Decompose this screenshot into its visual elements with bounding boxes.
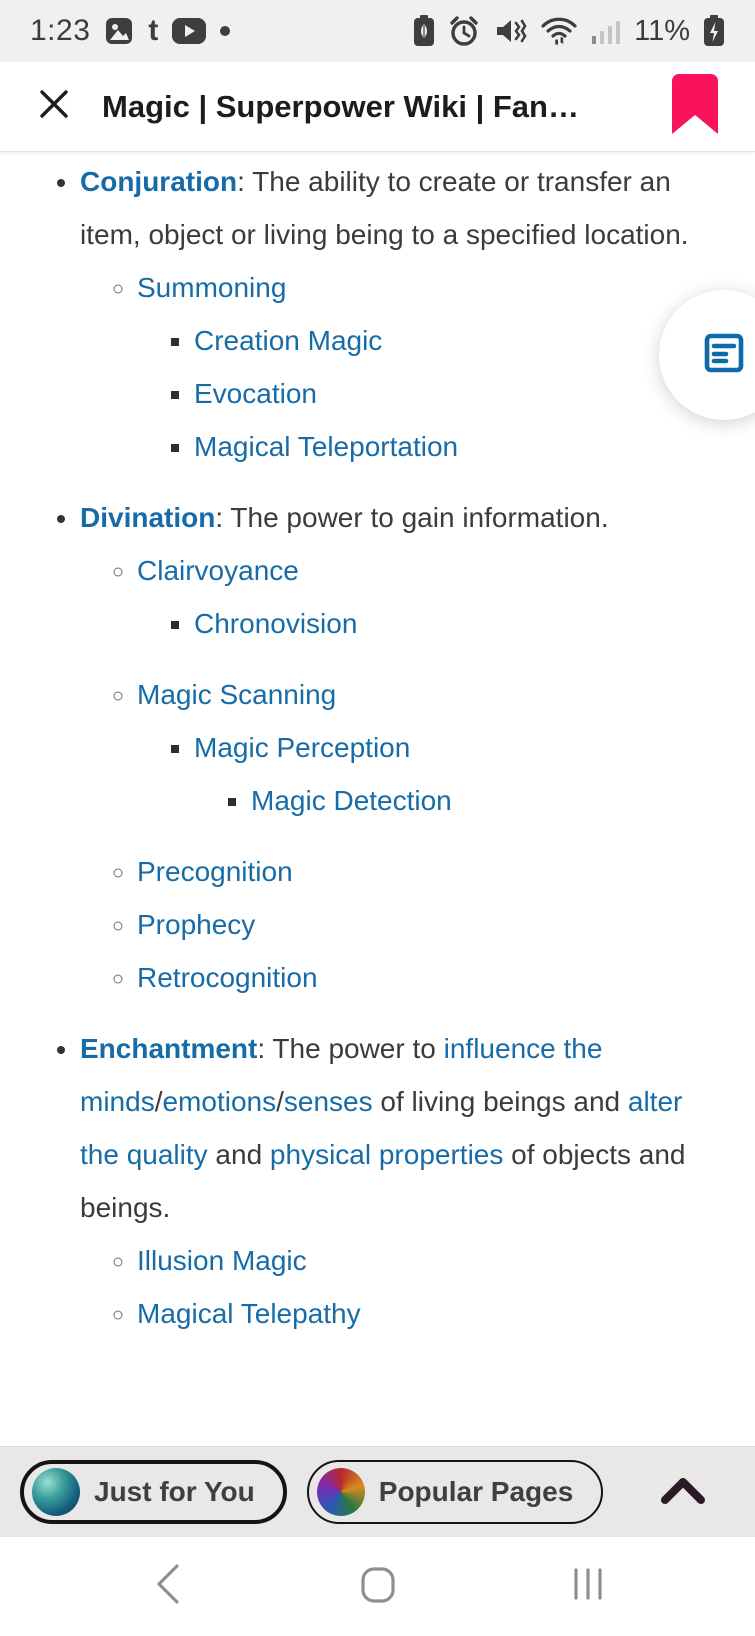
text-segment: : The power to gain information. <box>215 502 609 533</box>
wiki-link[interactable]: Precognition <box>137 856 293 887</box>
just-for-you-button[interactable] <box>20 1460 287 1524</box>
tumblr-icon: t <box>148 14 159 47</box>
recents-icon <box>570 1562 606 1611</box>
list-item <box>80 155 695 473</box>
signal-icon <box>591 16 621 46</box>
alarm-icon <box>448 15 480 47</box>
list-item-text <box>80 1033 686 1223</box>
gallery-icon <box>103 15 135 47</box>
wiki-link[interactable]: Chronovision <box>194 608 358 639</box>
collapse-bar-button[interactable] <box>657 1466 709 1518</box>
list-item <box>194 367 695 420</box>
just-for-you-label: Just for You <box>94 1476 255 1507</box>
wiki-link[interactable]: senses <box>283 1086 373 1117</box>
wiki-link[interactable]: Prophecy <box>137 909 256 940</box>
text-segment: of objects and beings. <box>80 1139 686 1223</box>
list-item <box>137 668 695 827</box>
status-bar-right <box>413 15 725 48</box>
list-level-4 <box>194 774 695 827</box>
wiki-link[interactable]: alter the quality <box>80 1086 683 1170</box>
android-nav-bar <box>0 1537 755 1636</box>
wiki-link[interactable]: Divination <box>80 502 216 533</box>
text-segment: of living beings and <box>372 1086 628 1117</box>
home-button[interactable] <box>352 1561 404 1613</box>
list-level-2 <box>80 1234 695 1340</box>
wiki-link[interactable]: emotions <box>162 1086 277 1117</box>
list-item <box>137 261 695 473</box>
text-segment: / <box>276 1086 284 1117</box>
list-item <box>80 1022 695 1340</box>
wiki-link[interactable]: Magical Telepathy <box>137 1298 361 1329</box>
clock-label: 1:23 <box>30 14 91 47</box>
just-for-you-avatar <box>32 1468 80 1516</box>
wiki-link[interactable]: Magic Detection <box>251 785 452 816</box>
text-segment: : The power to <box>257 1033 444 1064</box>
list-item <box>137 845 695 898</box>
wiki-link[interactable]: Summoning <box>137 272 287 303</box>
text-segment: : The ability to create or transfer an item, object or living being to a specified location. <box>80 166 689 250</box>
list-level-1 <box>30 155 695 1340</box>
wiki-link[interactable]: Clairvoyance <box>137 555 299 586</box>
text-segment: / <box>154 1086 163 1117</box>
list-item <box>137 898 695 951</box>
popular-pages-avatar <box>317 1468 365 1516</box>
wifi-icon <box>540 15 578 47</box>
status-bar <box>0 0 755 62</box>
list-item <box>137 544 695 650</box>
home-icon <box>358 1562 398 1611</box>
list-level-3 <box>137 597 695 650</box>
popular-pages-label: Popular Pages <box>378 1476 574 1507</box>
list-level-2 <box>80 544 695 1004</box>
wiki-link[interactable]: influence the minds <box>80 1033 603 1117</box>
back-button[interactable] <box>142 1561 194 1613</box>
page-title: Magic | Superpower Wiki | Fan… <box>102 88 579 124</box>
list-item <box>251 774 695 827</box>
table-of-contents-icon <box>703 332 745 379</box>
list-level-3 <box>137 314 695 473</box>
status-bar-left <box>30 14 230 48</box>
list-item <box>194 597 695 650</box>
wiki-link[interactable]: Magic Scanning <box>137 679 337 710</box>
recents-button[interactable] <box>562 1561 614 1613</box>
wiki-link[interactable]: Conjuration <box>80 166 238 197</box>
wiki-link[interactable]: Enchantment <box>80 1033 258 1064</box>
battery-charging-icon <box>703 15 725 47</box>
bottom-suggestion-bar <box>0 1446 755 1537</box>
chevron-up-icon <box>660 1475 706 1510</box>
article-content <box>0 153 755 1636</box>
wiki-link[interactable]: Magical Teleportation <box>194 431 459 462</box>
vibrate-mute-icon <box>493 15 527 47</box>
popular-pages-button[interactable] <box>307 1460 604 1524</box>
notification-dot-icon <box>220 26 230 36</box>
list-level-2 <box>80 261 695 473</box>
list-item <box>137 1234 695 1287</box>
browser-header <box>0 62 755 152</box>
list-item <box>137 1287 695 1340</box>
close-icon <box>35 85 73 128</box>
wiki-link[interactable]: Illusion Magic <box>137 1245 307 1276</box>
list-level-3 <box>137 721 695 827</box>
wiki-link[interactable]: Creation Magic <box>194 325 383 356</box>
bookmark-icon <box>672 74 718 139</box>
wiki-link[interactable]: Magic Perception <box>194 732 411 763</box>
battery-saver-icon <box>413 15 435 47</box>
list-item <box>194 314 695 367</box>
list-item <box>137 951 695 1004</box>
wiki-link[interactable]: Retrocognition <box>137 962 318 993</box>
list-item-text <box>80 502 609 533</box>
close-button[interactable] <box>30 83 78 131</box>
list-item-text <box>80 166 689 250</box>
youtube-icon <box>171 17 207 45</box>
list-item <box>80 491 695 1004</box>
back-icon <box>153 1562 183 1611</box>
text-segment: and <box>207 1139 270 1170</box>
list-item <box>194 420 695 473</box>
bookmark-button[interactable] <box>665 74 725 139</box>
wiki-link[interactable]: physical properties <box>269 1139 504 1170</box>
wiki-link[interactable]: Evocation <box>194 378 317 409</box>
battery-percent-label: 11% <box>634 14 690 47</box>
list-item <box>194 721 695 827</box>
